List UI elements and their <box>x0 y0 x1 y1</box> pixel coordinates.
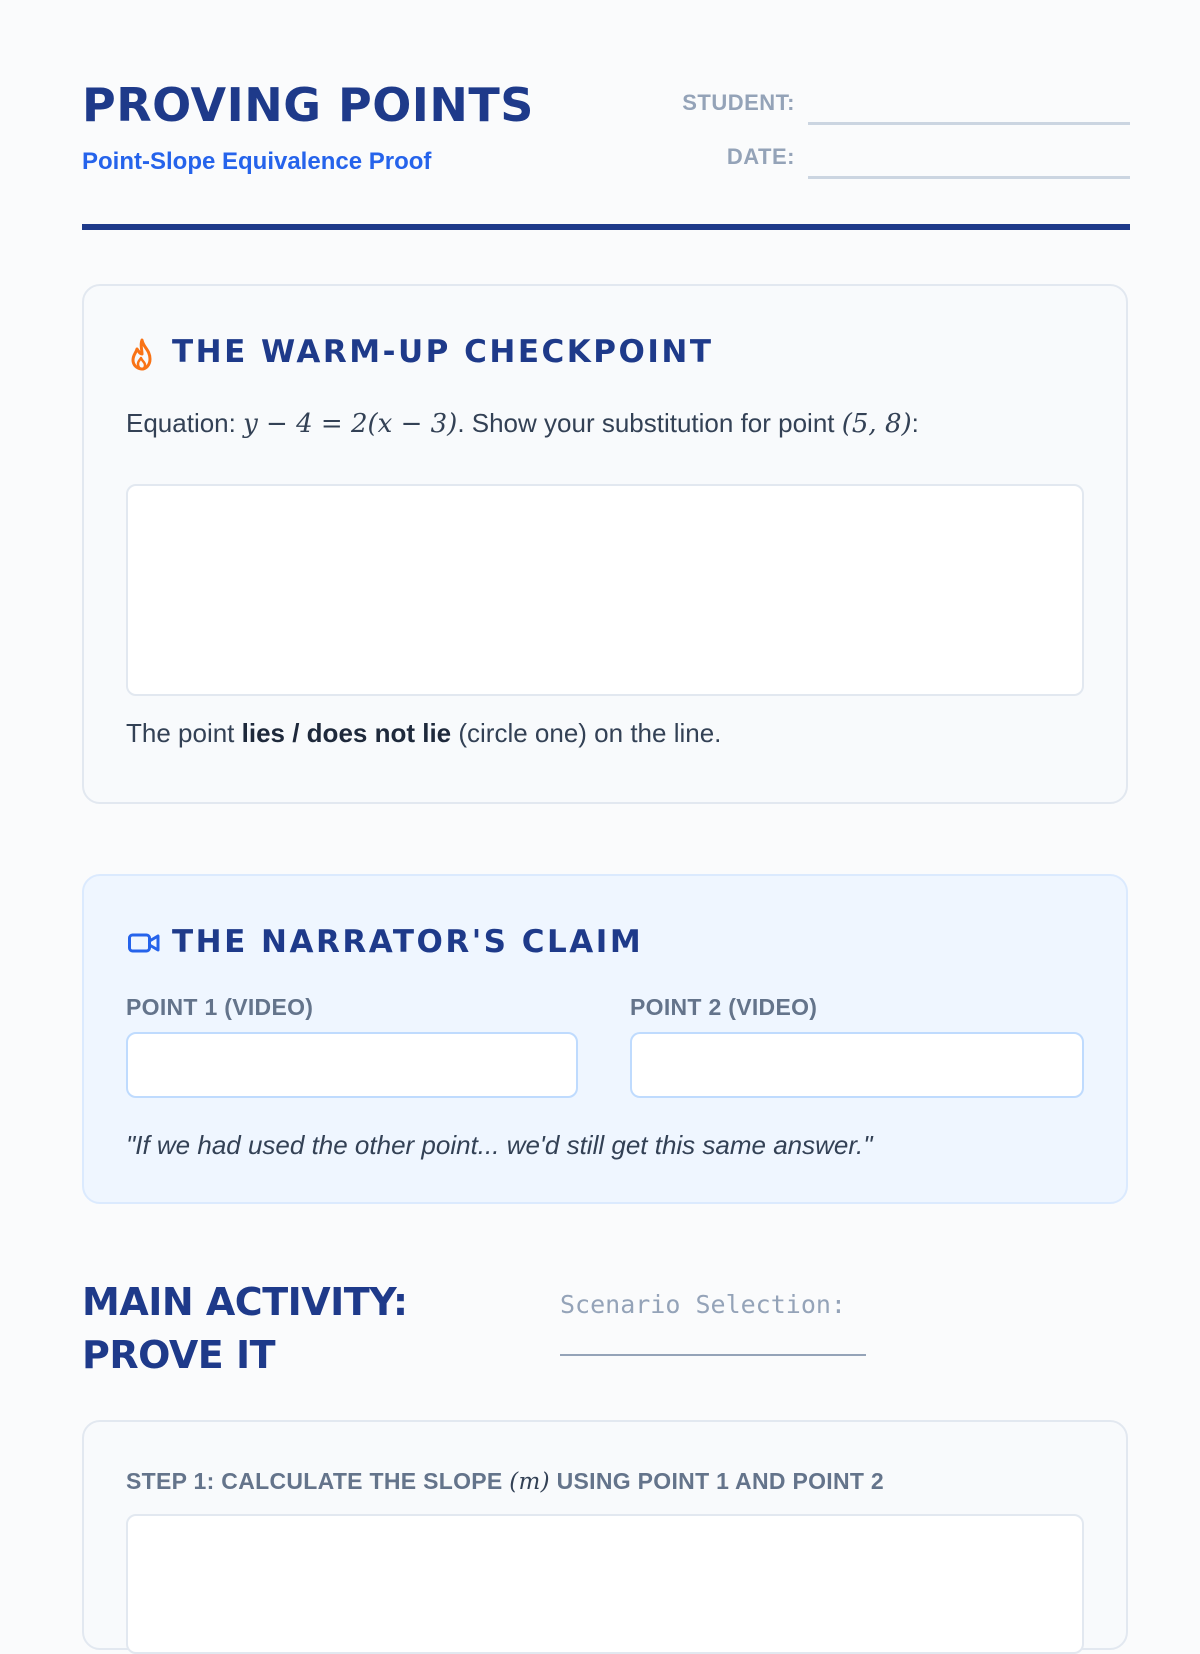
warmup-point: (5, 8) <box>841 409 912 439</box>
flame-icon <box>128 338 156 377</box>
student-name-line[interactable] <box>808 122 1130 125</box>
point2-label: POINT 2 (VIDEO) <box>630 994 818 1020</box>
prompt-suffix: : <box>911 408 919 438</box>
prompt-prefix: Equation: <box>126 408 244 438</box>
main-activity-title <box>82 1276 482 1382</box>
header-divider <box>82 224 1130 230</box>
video-camera-icon <box>128 932 160 959</box>
narrator-card <box>82 874 1128 1204</box>
date-field <box>670 138 1130 178</box>
point1-label: POINT 1 (VIDEO) <box>126 994 314 1020</box>
student-label: STUDENT: <box>682 90 795 115</box>
step1-label <box>126 1468 884 1495</box>
answer-suffix: (circle one) on the line. <box>451 718 722 748</box>
point1-input[interactable] <box>126 1032 578 1098</box>
scenario-selection-line[interactable] <box>560 1354 866 1356</box>
date-line[interactable] <box>808 176 1130 179</box>
answer-prefix: The point <box>126 718 242 748</box>
step1-card <box>82 1420 1128 1650</box>
scenario-label: Scenario Selection: <box>560 1290 846 1319</box>
narrator-title: THE NARRATOR'S CLAIM <box>172 924 644 960</box>
slope-answer-box[interactable] <box>126 1514 1084 1654</box>
prompt-middle: . Show your substitution for point <box>457 408 842 438</box>
substitution-answer-box[interactable] <box>126 484 1084 696</box>
narrator-quote: "If we had used the other point... we'd still get this same answer." <box>126 1130 873 1160</box>
page-subtitle: Point-Slope Equivalence Proof <box>82 148 432 175</box>
header <box>82 78 1130 228</box>
warmup-prompt <box>126 408 919 439</box>
date-label: DATE: <box>726 144 795 169</box>
page-title: PROVING POINTS <box>82 78 534 132</box>
warmup-equation: y − 4 = 2(x − 3) <box>243 409 458 439</box>
student-field <box>670 84 1130 124</box>
warmup-card <box>82 284 1128 804</box>
main-title-line1: MAIN ACTIVITY: <box>82 1280 408 1324</box>
slope-symbol: (m) <box>509 1469 550 1495</box>
lies-options[interactable]: lies / does not lie <box>241 718 452 748</box>
circle-one-line <box>126 718 721 749</box>
step1-label-suffix: USING POINT 1 AND POINT 2 <box>549 1468 885 1494</box>
warmup-title: THE WARM-UP CHECKPOINT <box>172 334 714 370</box>
main-title-line2: PROVE IT <box>82 1333 276 1377</box>
point2-input[interactable] <box>630 1032 1084 1098</box>
step1-label-prefix: STEP 1: CALCULATE THE SLOPE <box>126 1468 510 1494</box>
